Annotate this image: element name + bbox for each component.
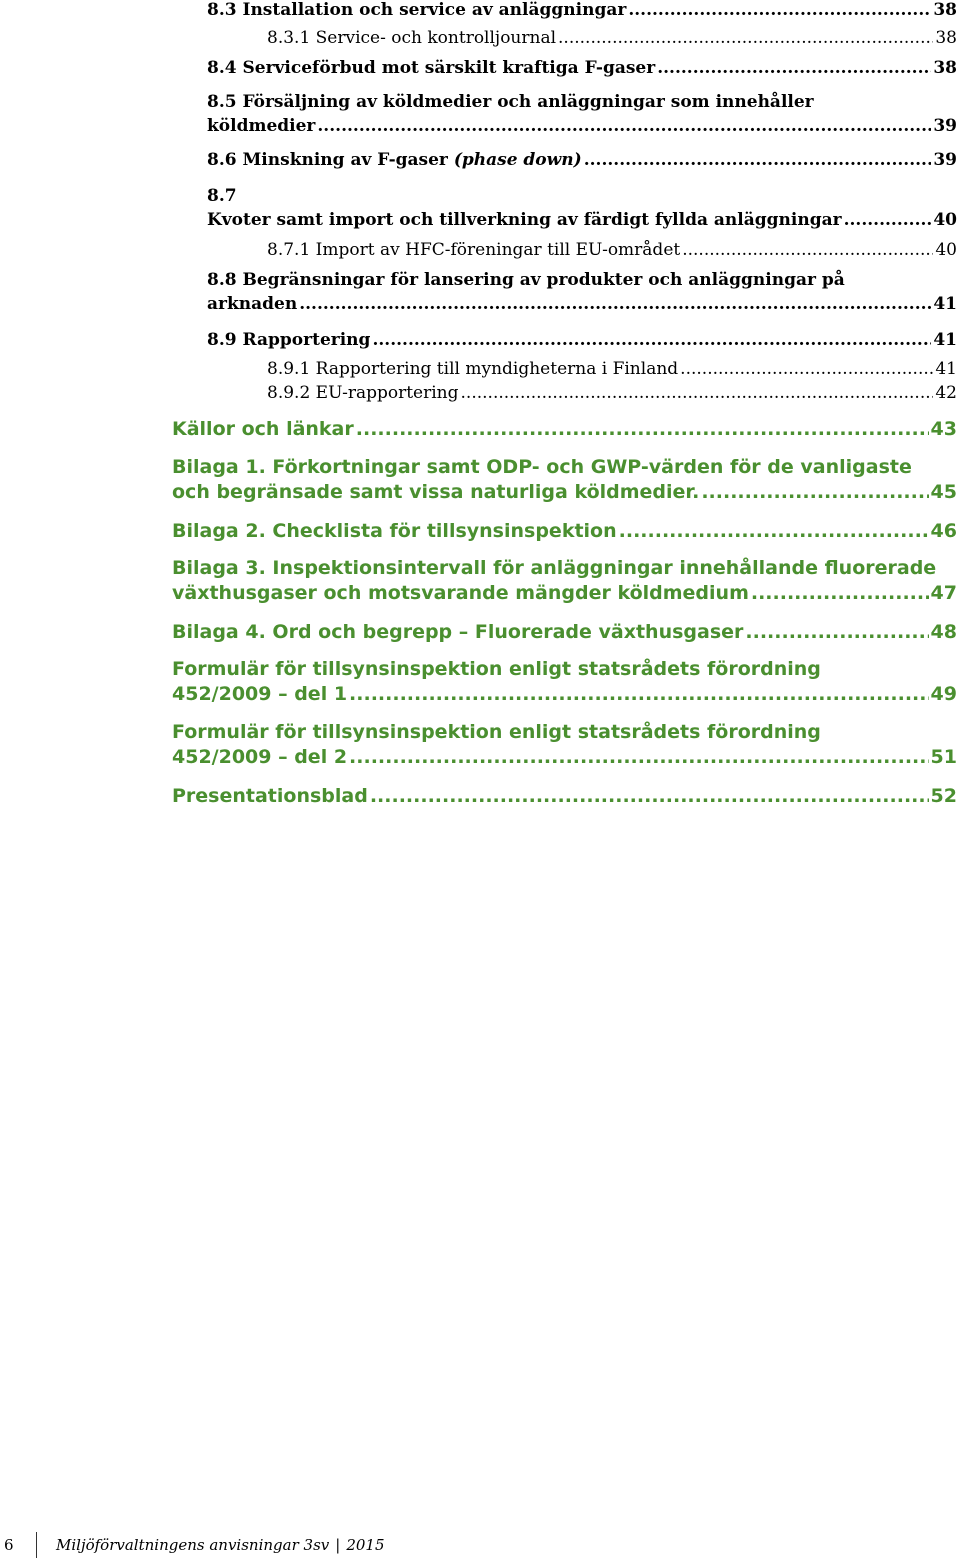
toc-entry-title: 8.9.2 EU-rapportering (267, 383, 459, 403)
toc-page-number: 41 (933, 330, 957, 350)
toc-entry-title-line2: köldmedier (207, 116, 316, 136)
toc-dot-leader (299, 294, 931, 314)
toc-entry-title: 8.9 Rapportering (207, 330, 371, 350)
toc-entry-title-line2: och begränsade samt vissa naturliga köldmedier. (172, 481, 700, 503)
toc-page-number: 41 (933, 294, 957, 314)
footer-page-number: 6 (4, 1536, 14, 1554)
toc-entry[interactable] (207, 150, 957, 170)
toc-entry-title-line2: växthusgaser och motsvarande mängder köldmedium (172, 582, 749, 604)
toc-entry[interactable] (267, 28, 957, 48)
toc-entry[interactable] (207, 116, 957, 136)
toc-entry[interactable] (267, 240, 957, 260)
toc-entry[interactable] (172, 582, 957, 604)
toc-entry-title (207, 150, 582, 170)
toc-page-number: 45 (930, 481, 957, 503)
toc-entry-title: Bilaga 2. Checklista för tillsynsinspektion (172, 520, 617, 542)
toc-entry-title: Bilaga 4. Ord och begrepp – Fluorerade växthusgaser (172, 621, 744, 643)
toc-dot-leader (584, 150, 932, 170)
toc-dot-leader (349, 746, 929, 768)
toc-entry[interactable] (172, 520, 957, 542)
toc-page-number: 43 (930, 418, 957, 440)
toc-entry-title: Källor och länkar (172, 418, 354, 440)
toc-page-number: 47 (930, 582, 957, 604)
toc-entry-title: 8.3 Installation och service av anläggningar (207, 0, 627, 20)
toc-entry-title-line1: 8.7 (207, 186, 237, 206)
toc-entry[interactable] (172, 481, 957, 503)
toc-entry-title-italic: (phase down) (453, 150, 582, 170)
toc-entry-title-line2: arknaden (207, 294, 298, 314)
toc-entry-title: 8.4 Serviceförbud mot särskilt kraftiga F-gaser (207, 58, 656, 78)
toc-dot-leader (751, 582, 929, 604)
toc-entry-title: 8.3.1 Service- och kontrolljournal (267, 28, 557, 48)
toc-entry-title-line1: 8.5 Försäljning av köldmedier och anläggningar som innehåller (207, 92, 814, 112)
toc-entry[interactable] (172, 746, 957, 768)
toc-page-number: 38 (933, 0, 957, 20)
toc-dot-leader (461, 383, 934, 403)
toc-dot-leader (558, 28, 933, 48)
toc-entry-title: 8.7.1 Import av HFC-föreningar till EU-området (267, 240, 681, 260)
toc-dot-leader (657, 58, 931, 78)
toc-entry-title-line1: Formulär för tillsynsinspektion enligt statsrådets förordning (172, 658, 821, 680)
toc-dot-leader (682, 240, 933, 260)
toc-entry[interactable] (172, 621, 957, 643)
toc-page-number: 38 (933, 58, 957, 78)
toc-entry-title: 8.9.1 Rapportering till myndigheterna i Finland (267, 359, 679, 379)
toc-entry[interactable] (172, 785, 957, 807)
toc-entry[interactable] (172, 683, 957, 705)
toc-page-number: 46 (930, 520, 957, 542)
toc-entry[interactable] (267, 383, 957, 403)
toc-dot-leader (628, 0, 931, 20)
toc-entry-title-line1: Formulär för tillsynsinspektion enligt statsrådets förordning (172, 721, 821, 743)
toc-page-number: 38 (935, 28, 957, 48)
toc-dot-leader (356, 418, 929, 440)
toc-page-number: 41 (935, 359, 957, 379)
toc-page-number: 42 (935, 383, 957, 403)
toc-dot-leader (349, 683, 929, 705)
toc-entry-title-line1: Bilaga 3. Inspektionsintervall för anläggningar innehållande fluorerade (172, 557, 937, 579)
toc-page-number: 39 (933, 116, 957, 136)
toc-entry[interactable] (207, 0, 957, 20)
toc-entry[interactable] (207, 58, 957, 78)
toc-page-number: 52 (930, 785, 957, 807)
footer-divider (36, 1532, 37, 1558)
toc-page-number: 49 (930, 683, 957, 705)
toc-dot-leader (372, 330, 931, 350)
toc-entry[interactable] (267, 359, 957, 379)
toc-dot-leader (844, 210, 932, 230)
toc-dot-leader (701, 481, 928, 503)
toc-dot-leader (370, 785, 929, 807)
toc-page-number: 48 (930, 621, 957, 643)
toc-entry-title-line2: Kvoter samt import och tillverkning av färdigt fyllda anläggningar (207, 210, 842, 230)
footer-publication: Miljöförvaltningens anvisningar 3sv (56, 1536, 330, 1554)
toc-entry-title-line1: Bilaga 1. Förkortningar samt ODP- och GWP-värden för de vanligaste (172, 456, 912, 478)
footer-publication-info (56, 1536, 385, 1554)
toc-entry[interactable] (207, 330, 957, 350)
toc-entry[interactable] (207, 210, 957, 230)
toc-entry-title-line2: 452/2009 – del 1 (172, 683, 348, 705)
toc-dot-leader (680, 359, 933, 379)
toc-page-number: 40 (935, 240, 957, 260)
toc-entry-title-line2: 452/2009 – del 2 (172, 746, 348, 768)
toc-page-number: 51 (930, 746, 957, 768)
toc-entry-title-text: 8.6 Minskning av F-gaser (207, 150, 454, 170)
toc-entry-title: Presentationsblad (172, 785, 368, 807)
toc-page-number: 40 (933, 210, 957, 230)
toc-dot-leader (745, 621, 928, 643)
footer-year: 2015 (346, 1536, 385, 1554)
toc-entry-title-line1: 8.8 Begränsningar för lansering av produkter och anläggningar på (207, 270, 845, 290)
page-footer (0, 1532, 960, 1558)
toc-dot-leader (317, 116, 931, 136)
toc-entry[interactable] (172, 418, 957, 440)
toc-page-number: 39 (933, 150, 957, 170)
footer-separator: | (335, 1536, 341, 1554)
toc-entry[interactable] (207, 294, 957, 314)
toc-dot-leader (619, 520, 929, 542)
